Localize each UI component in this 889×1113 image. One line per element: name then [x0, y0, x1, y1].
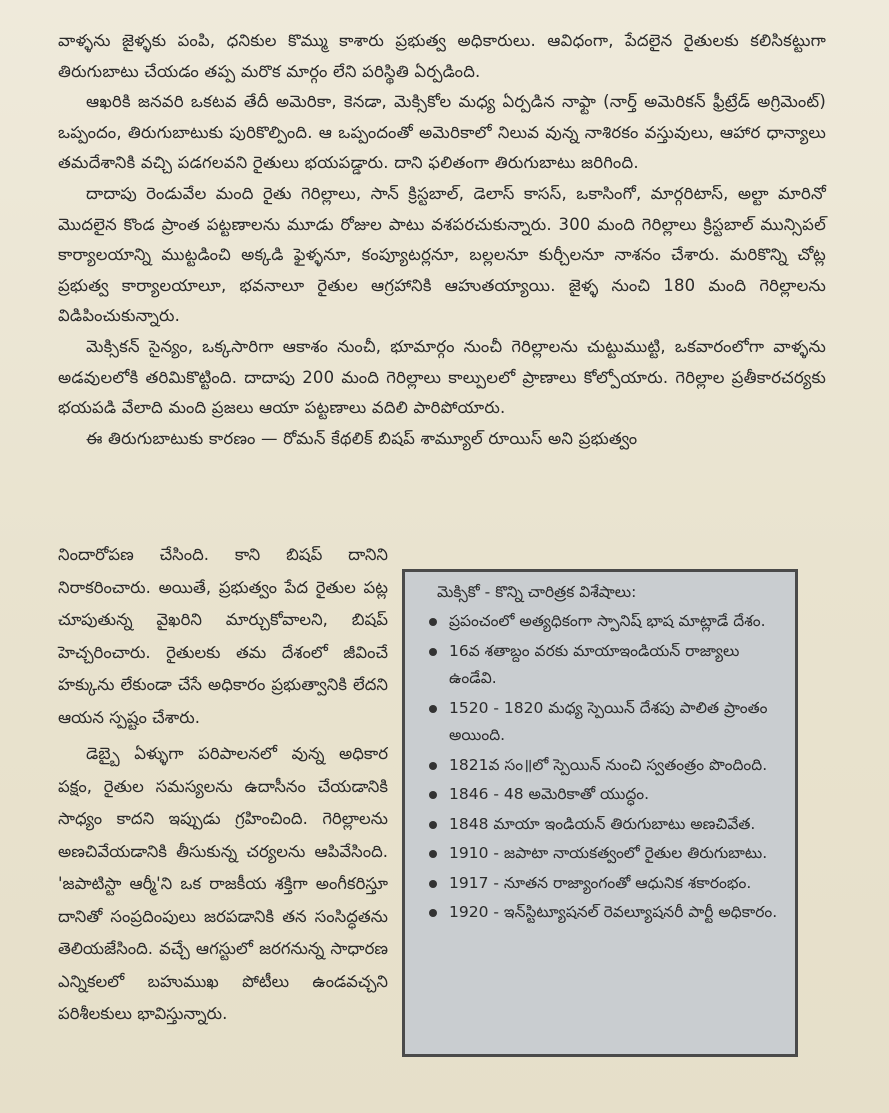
fact-item — [425, 840, 779, 868]
fact-text: 1848 మాయా ఇండియన్ తిరుగుబాటు అణచివేత. — [449, 814, 756, 833]
fact-item — [425, 695, 779, 750]
fact-text: 1917 - నూతన రాజ్యాంగంతో ఆధునిక శకారంభం. — [449, 873, 752, 892]
facts-list — [425, 608, 779, 927]
fact-item — [425, 899, 779, 927]
fact-item — [425, 608, 779, 636]
bullet-icon — [429, 909, 437, 917]
narrow-text-column — [58, 539, 388, 1031]
paragraph-6: నిందారోపణ చేసింది. కాని బిషప్ దానిని నిరాకరించారు. అయితే, ప్రభుత్వం పేద రైతుల పట్ల చూపుతున్న వైఖరిని మార్చుకోవాలని, బిషప్ హెచ్చరించారు. రైతులకు తమ దేశంలో జీవించే హక్కును లేకుండా చేసే అధికారం ప్రభుత్వానికి లేదని ఆయన స్పష్టం చేశారు. — [58, 545, 388, 727]
fact-item — [425, 752, 779, 780]
bullet-icon — [429, 850, 437, 858]
fact-text: 1821వ సం॥లో స్పెయిన్ నుంచి స్వతంత్రం పొందింది. — [449, 755, 768, 774]
fact-text: 16వ శతాబ్దం వరకు మాయాఇండియన్ రాజ్యాలు ఉండేవి. — [449, 641, 740, 687]
paragraph-5: ఈ తిరుగుబాటుకు కారణం — రోమన్ కేథలిక్ బిషప్ శామ్యూల్ రూయిస్ అని ప్రభుత్వం — [86, 428, 638, 448]
fact-text: 1920 - ఇన్‌స్టిట్యూషనల్ రెవల్యూషనరీ పార్టీ అధికారం. — [449, 903, 778, 921]
fact-text: 1520 - 1820 మధ్య స్పెయిన్ దేశపు పాలిత ప్రాంతం అయింది. — [449, 698, 768, 744]
fact-item — [425, 638, 779, 693]
bullet-icon — [429, 880, 437, 888]
history-facts-box — [402, 569, 798, 1057]
bullet-icon — [429, 821, 437, 829]
main-text-column — [58, 26, 826, 454]
fact-text: 1846 - 48 అమెరికాతో యుద్ధం. — [449, 785, 650, 803]
fact-item — [425, 811, 779, 839]
bullet-icon — [429, 618, 437, 626]
bullet-icon — [429, 705, 437, 713]
fact-item — [425, 870, 779, 898]
bullet-icon — [429, 762, 437, 770]
fact-text: ప్రపంచంలో అత్యధికంగా స్పానిష్ భాష మాట్లాడే దేశం. — [449, 612, 766, 630]
paragraph-2: ఆఖరికి జనవరి ఒకటవ తేదీ అమెరికా, కెనడా, మెక్సికోల మధ్య ఏర్పడిన నాఫ్టా (నార్త్ అమెరికన్ ఫ్రీట్రేడ్ అగ్రిమెంట్) ఒప్పందం, తిరుగుబాటుకు పురికొల్పింది. ఆ ఒప్పందంతో అమెరికాలో నిలువ వున్న నాశిరకం వస్తువులు, ఆహార ధాన్యాలు తమదేశానికి వచ్చి పడగలవని రైతులు భయపడ్డారు. దాని ఫలితంగా తిరుగుబాటు జరిగింది. — [58, 92, 826, 173]
bullet-icon — [429, 791, 437, 799]
paragraph-3: దాదాపు రెండువేల మంది రైతు గెరిల్లాలు, సాన్ క్రిస్టబాల్, డెలాస్ కాసస్, ఒకాసింగో, మార్గరిటాస్, అల్టా మారినో మొదలైన కొండ ప్రాంత పట్టణాలను మూడు రోజుల పాటు వశపరచుకున్నారు. 300 మంది గెరిల్లాలు క్రిస్టబాల్ మున్సిపల్ కార్యాలయాన్ని ముట్టడించి అక్కడి ఫైళ్ళనూ, కంప్యూటర్లనూ, బల్లలనూ కుర్చీలనూ నాశనం చేశారు. మరికొన్ని చోట్ల ప్రభుత్వ కార్యాలయాలూ, భవనాలూ రైతుల ఆగ్రహానికి ఆహుతయ్యాయి. జైళ్ళ నుంచి 180 మంది గెరిల్లాలను విడిపించుకున్నారు. — [58, 183, 826, 326]
fact-text: 1910 - జపాటా నాయకత్వంలో రైతుల తిరుగుబాటు. — [449, 844, 768, 862]
bullet-icon — [429, 648, 437, 656]
paragraph-4: మెక్సికన్ సైన్యం, ఒక్కసారిగా ఆకాశం నుంచీ, భూమార్గం నుంచీ గెరిల్లాలను చుట్టుముట్టి, ఒకవారంలోగా వాళ్ళను అడవులలోకి తరిమికొట్టింది. దాదాపు 200 మంది గెరిల్లాలు కాల్పులలో ప్రాణాలు కోల్పోయారు. గెరిల్లాల ప్రతీకారచర్యకు భయపడి వేలాది మంది ప్రజలు ఆయా పట్టణాలు వదిలి పారిపోయారు. — [58, 336, 826, 418]
paragraph-1: వాళ్ళను జైళ్ళకు పంపి, ధనికుల కొమ్ము కాశారు ప్రభుత్వ అధికారులు. ఆవిధంగా, పేదలైన రైతులకు కలిసికట్టుగా తిరుగుబాటు చేయడం తప్ప మరొక మార్గం లేని పరిస్థితి ఏర్పడింది. — [58, 31, 826, 81]
paragraph-7: డెబ్బై ఏళ్ళుగా పరిపాలనలో వున్న అధికార పక్షం, రైతుల సమస్యలను ఉదాసీనం చేయడానికి సాధ్యం కాదని ఇప్పుడు గ్రహించింది. గెరిల్లాలను అణచివేయడానికి తీసుకున్న చర్యలను ఆపివేసింది. 'జపాటిస్టా ఆర్మీ'ని ఒక రాజకీయ శక్తిగా అంగీకరిస్తూ దానితో సంప్రదింపులు జరపడానికి తన సంసిద్ధతను తెలియజేసింది. వచ్చే ఆగస్టులో జరగనున్న సాధారణ ఎన్నికలలో బహుముఖ పోటీలు ఉండవచ్చని పరిశీలకులు భావిస్తున్నారు. — [58, 744, 388, 1023]
facts-box-title: మెక్సికో - కొన్ని చారిత్రక విశేషాలు: — [437, 583, 637, 601]
fact-item — [425, 781, 779, 809]
